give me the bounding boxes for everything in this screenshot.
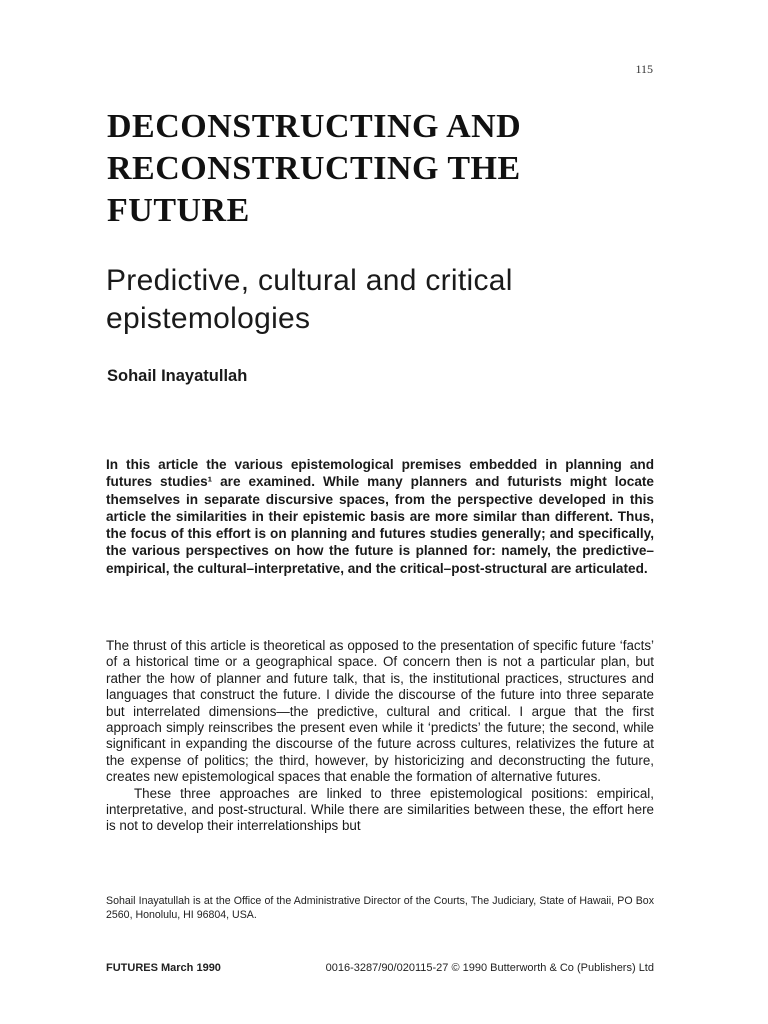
copyright-citation: 0016-3287/90/020115-27 © 1990 Butterworth & Co (Publishers) Ltd [325, 962, 654, 974]
article-title-line: FUTURE [107, 192, 250, 229]
article-title-line: DECONSTRUCTING AND [107, 108, 522, 145]
article-title [107, 106, 667, 232]
author-name: Sohail Inayatullah [107, 367, 248, 385]
article-subtitle-line: epistemologies [106, 302, 311, 335]
journal-issue: FUTURES March 1990 [106, 962, 221, 974]
body-paragraph: These three approaches are linked to three epistemological positions: empirical, interpretative, and post-structural. While there are similarities between these, the effort here is not to develop their interrelationships but [106, 785, 654, 834]
article-subtitle-line: Predictive, cultural and critical [106, 264, 513, 297]
author-affiliation-footnote: Sohail Inayatullah is at the Office of the Administrative Director of the Courts, The Judiciary, State of Hawaii, PO Box 2560, Honolulu, HI 96804, USA. [106, 895, 654, 921]
article-title-line: RECONSTRUCTING THE [107, 150, 521, 187]
page-footer [106, 962, 654, 974]
body-paragraph: The thrust of this article is theoretical as opposed to the presentation of specific future ‘facts’ of a historical time or a geographical space. Of concern then is not a particular plan, but rather the how of planner and future talk, that is, the institutional practices, structures and languages that construct the future. I divide the discourse of the future into three separate but interrelated dimensions—the predictive, cultural and critical. I argue that the first approach simply reinscribes the present even while it ‘predicts’ the future; the second, while significant in expanding the discourse of the future across cultures, relativizes the future at the expense of politics; the third, however, by historicizing and deconstructing the future, creates new epistemological spaces that enable the formation of alternative futures. [106, 638, 654, 785]
page-number: 115 [635, 62, 653, 76]
abstract: In this article the various epistemological premises embedded in planning and futures studies¹ are examined. While many planners and futurists might locate themselves in separate discursive spaces, from the perspective developed in this article the similarities in their epistemic basis are more similar than different. Thus, the focus of this effort is on planning and futures studies generally; and specifically, the various perspectives on how the future is planned for: namely, the predictive–empirical, the cultural–interpretative, and the critical–post-structural are articulated. [106, 457, 654, 576]
body-text [106, 638, 654, 835]
article-subtitle [106, 262, 666, 338]
